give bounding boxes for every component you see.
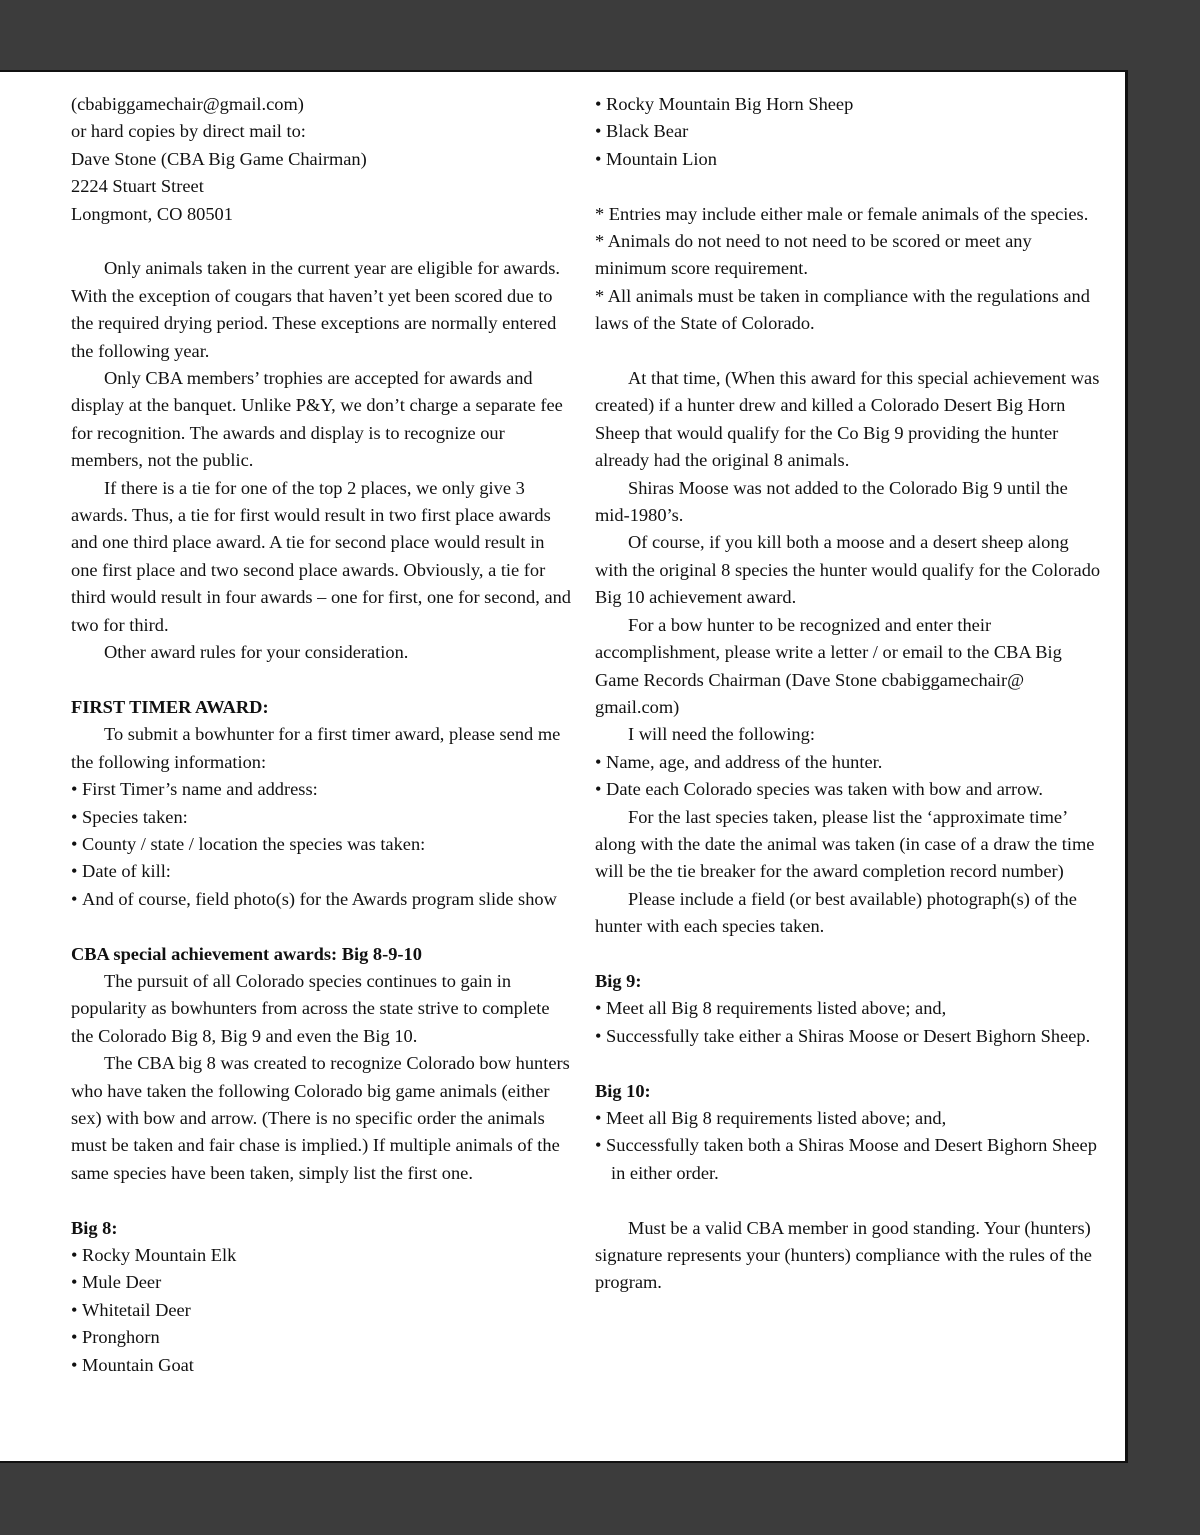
list-item: • Rocky Mountain Elk xyxy=(71,1242,571,1269)
note: * Animals do not need to not need to be scored or meet any minimum score requirement. xyxy=(595,231,1032,279)
list-item: • County / state / location the species was taken: xyxy=(71,831,571,858)
paragraph: Other award rules for your consideration. xyxy=(104,642,409,663)
section-heading: CBA special achievement awards: Big 8-9-10 xyxy=(71,943,422,964)
list-item: • Black Bear xyxy=(595,118,1103,145)
list-item: • Mountain Lion xyxy=(595,146,1103,173)
document-page xyxy=(0,70,1128,1463)
paragraph: The pursuit of all Colorado species continues to gain in popularity as bowhunters from across the state strive to complete the Colorado Big 8, Big 9 and even the Big 10. xyxy=(71,970,550,1046)
paragraph: Of course, if you kill both a moose and a desert sheep along with the original 8 species the hunter would qualify for the Colorado Big 10 achievement award. xyxy=(595,532,1101,608)
paragraph: Please include a field (or best available) photograph(s) of the hunter with each species taken. xyxy=(595,888,1077,937)
contact-line: or hard copies by direct mail to: xyxy=(71,121,306,142)
paragraph: At that time, (When this award for this special achievement was created) if a hunter drew and killed a Colorado Desert Big Horn Sheep that would qualify for the Co Big 9 providing the hunter already had the original 8 animals. xyxy=(595,368,1100,471)
list-item: • Date of kill: xyxy=(71,858,571,885)
list-item: • Whitetail Deer xyxy=(71,1297,571,1324)
list-item: • Mule Deer xyxy=(71,1269,571,1296)
section-heading: Big 10: xyxy=(595,1080,651,1101)
list-item: • Successfully taken both a Shiras Moose and Desert Bighorn Sheep in either order. xyxy=(595,1132,1103,1187)
list-item: • Species taken: xyxy=(71,804,571,831)
paragraph: To submit a bowhunter for a first timer award, please send me the following information: xyxy=(71,724,561,772)
list-item: • Mountain Goat xyxy=(71,1352,571,1379)
list-item: • Rocky Mountain Big Horn Sheep xyxy=(595,91,1103,118)
section-heading: Big 9: xyxy=(595,970,642,991)
list-item: • First Timer’s name and address: xyxy=(71,776,571,803)
list-item: • Meet all Big 8 requirements listed above; and, xyxy=(595,995,1103,1022)
section-heading: FIRST TIMER AWARD: xyxy=(71,696,269,717)
paragraph: Shiras Moose was not added to the Colorado Big 9 until the mid-1980’s. xyxy=(595,477,1068,526)
right-column xyxy=(595,91,1103,1297)
list-item: • Name, age, and address of the hunter. xyxy=(595,749,1103,776)
list-item: • And of course, field photo(s) for the Awards program slide show xyxy=(71,886,571,913)
section-heading: Big 8: xyxy=(71,1217,118,1238)
list-item: • Pronghorn xyxy=(71,1324,571,1351)
note: * Entries may include either male or female animals of the species. xyxy=(595,203,1089,224)
note: * All animals must be taken in compliance with the regulations and laws of the State of Colorado. xyxy=(595,285,1090,334)
paragraph: The CBA big 8 was created to recognize Colorado bow hunters who have taken the following Colorado big game animals (either sex) with bow and arrow. (There is no specific order the animals must be taken and fair chase is implied.) If multiple animals of the same species have been taken, simply list the first one. xyxy=(71,1053,570,1183)
paragraph: If there is a tie for one of the top 2 places, we only give 3 awards. Thus, a tie for first would result in two first place awards and one third place award. A tie for second place would result in one first place and two second place awards. Obviously, a tie for third would result in four awards – one for first, one for second, and two for third. xyxy=(71,477,571,635)
list-item: • Date each Colorado species was taken with bow and arrow. xyxy=(595,776,1103,803)
contact-line: 2224 Stuart Street xyxy=(71,176,204,197)
list-item: • Meet all Big 8 requirements listed above; and, xyxy=(595,1105,1103,1132)
paragraph: Only animals taken in the current year are eligible for awards. With the exception of cougars that haven’t yet been scored due to the required drying period. These exceptions are normally entered the following year. xyxy=(71,258,561,361)
contact-line: (cbabiggamechair@gmail.com) xyxy=(71,94,304,114)
paragraph: For the last species taken, please list the ‘approximate time’ along with the date the animal was taken (in case of a draw the time will be the tie breaker for the award completion record number) xyxy=(595,806,1095,882)
contact-line: Dave Stone (CBA Big Game Chairman) xyxy=(71,148,367,169)
list-item: • Successfully take either a Shiras Moose or Desert Bighorn Sheep. xyxy=(595,1023,1103,1050)
paragraph: Only CBA members’ trophies are accepted for awards and display at the banquet. Unlike P&Y, we don’t charge a separate fee for recognition. The awards and display is to recognize our members, not the public. xyxy=(71,368,563,471)
left-column xyxy=(71,91,571,1379)
paragraph: For a bow hunter to be recognized and enter their accomplishment, please write a letter / or email to the CBA Big Game Records Chairman (Dave Stone cbabiggamechair@ gmail.com) xyxy=(595,614,1062,717)
paragraph: Must be a valid CBA member in good standing. Your (hunters) signature represents your (hunters) compliance with the rules of the program. xyxy=(595,1217,1092,1293)
contact-line: Longmont, CO 80501 xyxy=(71,203,233,224)
paragraph: I will need the following: xyxy=(628,724,815,745)
